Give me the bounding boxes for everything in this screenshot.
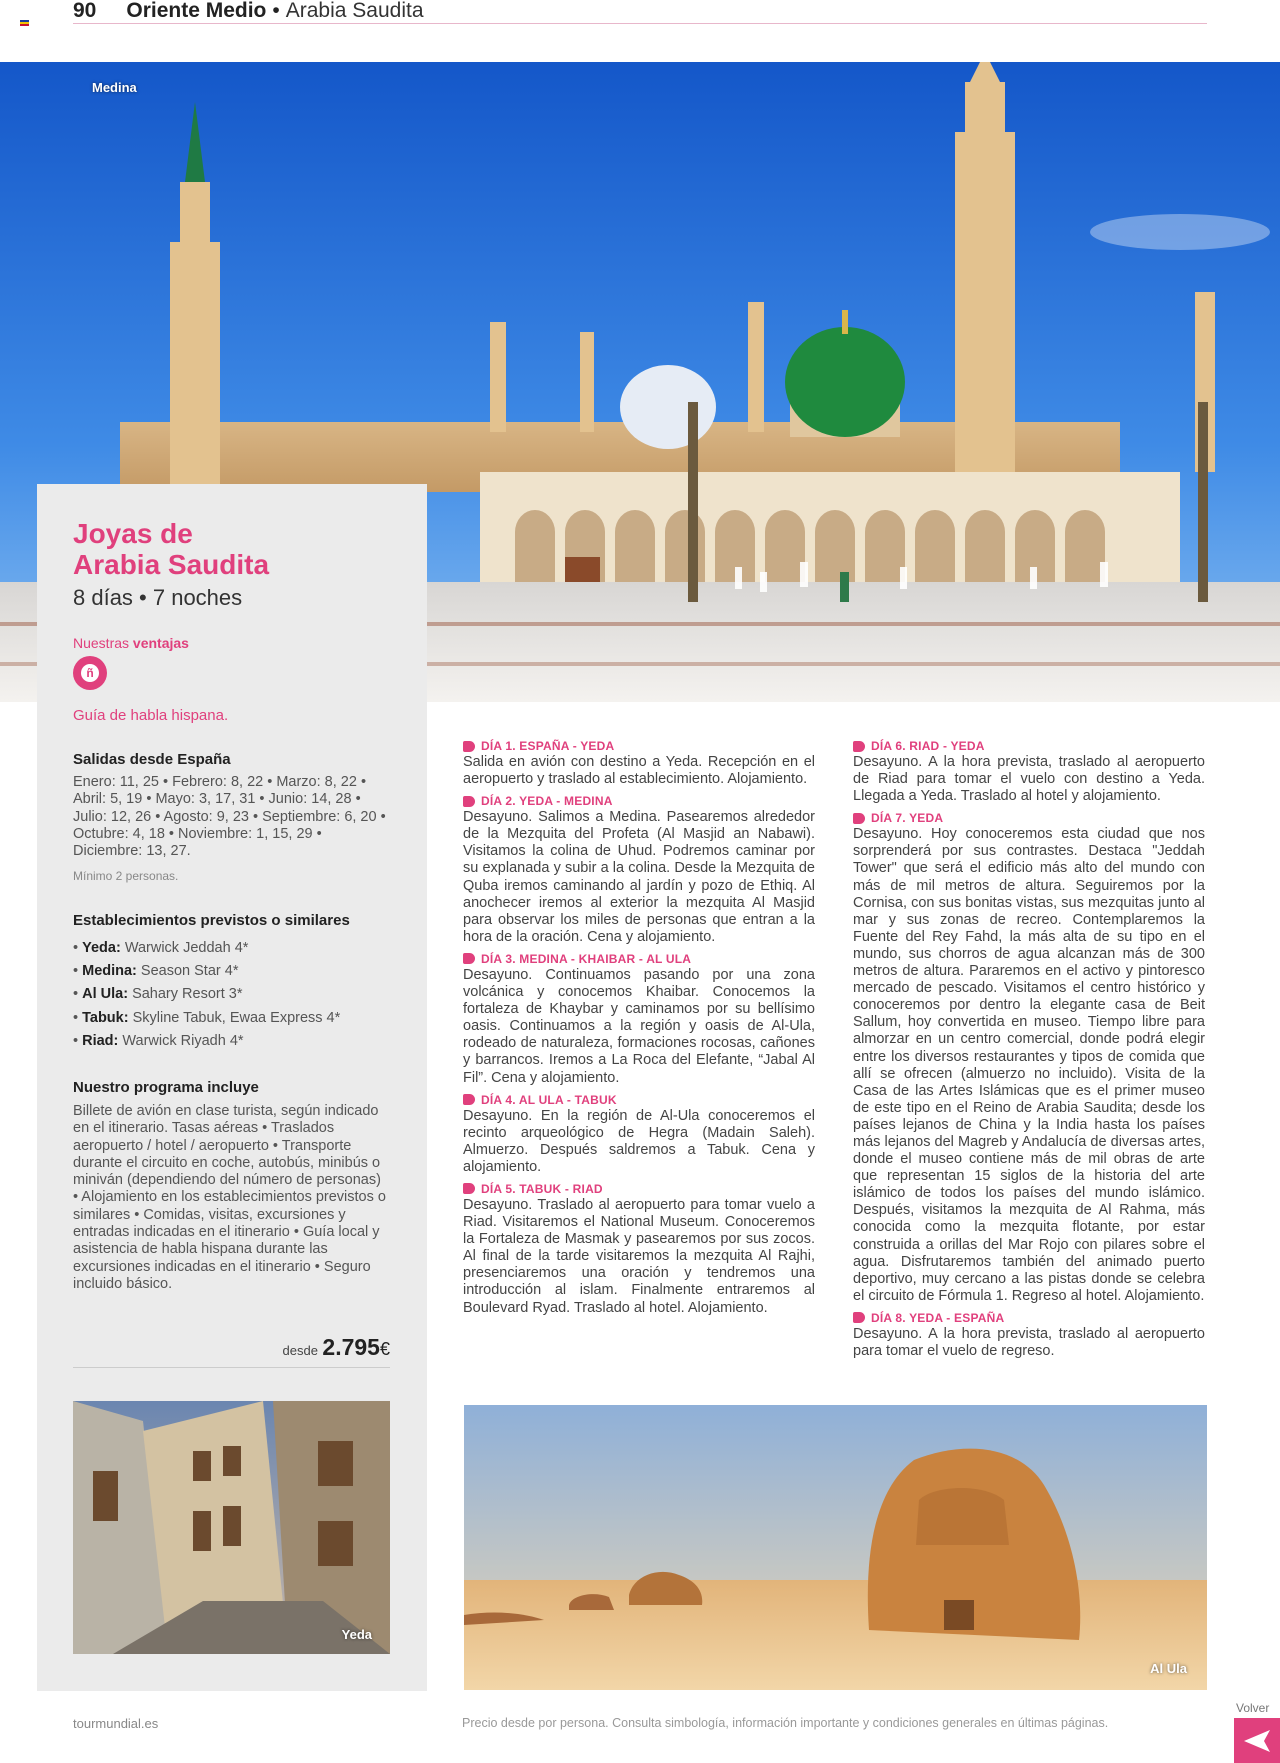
day-heading [463, 739, 815, 753]
itinerary-column-1 [463, 739, 815, 1323]
departures-note: Mínimo 2 personas. [73, 869, 179, 883]
departures-heading: Salidas desde España [73, 751, 231, 768]
itinerary-day [853, 739, 1205, 805]
footer-disclaimer: Precio desde por persona. Consulta simbología, información importante y condiciones generales en últimas páginas. [462, 1716, 1109, 1730]
day-marker-icon [463, 1094, 475, 1105]
hero-caption: Medina [92, 80, 137, 95]
photo-yeda [73, 1401, 390, 1654]
hotel-city: Riad: [82, 1032, 119, 1049]
list-item: • Al Ula: Sahary Resort 3* [73, 986, 243, 1003]
day-marker-icon [463, 1183, 475, 1194]
price-amount: 2.795 [322, 1334, 380, 1360]
day-text: Desayuno. A la hora prevista, traslado al aeropuerto de Riad para tomar el vuelo con destino a Yeda. Llegada a Yeda. Traslado al hotel y alojamiento. [853, 754, 1205, 805]
day-marker-icon [463, 953, 475, 964]
itinerary-day [463, 952, 815, 1087]
list-item: • Medina: Season Star 4* [73, 963, 239, 980]
region-title: Oriente Medio [126, 0, 267, 22]
day-title: DÍA 7. YEDA [871, 811, 944, 826]
day-heading [853, 739, 1205, 753]
hotel-city: Al Ula: [82, 986, 129, 1003]
trip-duration: 8 días • 7 noches [73, 585, 243, 610]
day-title: DÍA 1. ESPAÑA - YEDA [481, 739, 615, 753]
photo-al-ula [464, 1405, 1207, 1690]
advantages-label-bold: ventajas [132, 635, 189, 651]
day-marker-icon [853, 741, 865, 752]
hotel-name: Season Star 4* [140, 963, 239, 980]
page-number: 90 [73, 0, 97, 22]
list-item: • Tabuk: Skyline Tabuk, Ewaa Express 4* [73, 1009, 341, 1026]
includes-heading: Nuestro programa incluye [73, 1079, 259, 1096]
guide-text: Guía de habla hispana. [73, 707, 229, 724]
day-heading [853, 811, 1205, 825]
day-text: Salida en avión con destino a Yeda. Recepción en el aeropuerto y traslado al establecimiento. Alojamiento. [463, 754, 815, 788]
day-heading [463, 952, 815, 966]
hotel-city: Yeda: [82, 940, 121, 956]
trip-title-line2: Arabia Saudita [73, 549, 270, 580]
hotel-name: Warwick Jeddah 4* [124, 940, 249, 956]
itinerary-day [463, 1093, 815, 1176]
country-title: Arabia Saudita [285, 0, 424, 22]
day-marker-icon [853, 813, 865, 824]
day-marker-icon [463, 741, 475, 752]
departures-text: Enero: 11, 25 • Febrero: 8, 22 • Marzo: 8, 22 • Abril: 5, 19 • Mayo: 3, 17, 31 • Junio: 14, 28 • Julio: 12, 26 • Agosto: 9, 23 • Septiembre: 6, 20 • Octubre: 4, 18 • Noviembre: 1, 15, 29 • Diciembre: 13, 27. [73, 774, 386, 860]
day-text: Desayuno. Salimos a Medina. Pasearemos alrededor de la Mezquita del Profeta (Al Masjid an Nabawi). Visitamos la colina de Uhud. Podremos caminar por su explanada y subir a la colina. Desde la Mezquita de Quba iremos caminando al jardín y pozo de Ethiq. Al anochecer iremos al exterior la mezquita Al Masjid para observar los miles de personas que entran a la hora de la oración. Cena y alojamiento. [463, 809, 815, 945]
day-text: Desayuno. Hoy conoceremos esta ciudad que nos sorprenderá por sus contrastes. Destaca "Jeddah Tower" que será el edificio más alto del mundo con más de mil metros de altura. Seguiremos por la Cornisa, con sus bonitas vistas, sus mezquitas junto al mar y sus zonas de recreo. Contemplaremos la Fuente del Rey Fahd, la más alta de su tipo en el mundo, sus chorros de agua alcanzan más de 300 metros de altura. Pararemos en el activo y pintoresco mercado de pescado. Visitamos el centro histórico y conoceremos por dentro la elegante casa de Beit Sallum, hoy convertida en museo. Tiempo libre para almorzar en un centro comercial, donde podrá elegir entre los diversos restaurantes y tipos de comida que allí se ofrecen (almuerzo no incluido). Visita de la Casa de las Artes Islámicas que es el primer museo de este tipo en el Reino de Arabia Saudita; desde los países lejanos de China y la India hasta los países más lejanos del Magreb y Andalucía de diversas artes, donde el museo contiene más de mil obras de arte que representan 15 siglos de la historia del arte islámico de todos los países del mundo islámico. Después, visitamos la mezquita de Al Rahma, más conocida como la mezquita flotante, por estar construida a orillas del Mar Rojo con pilares sobre el agua. Disfrutaremos también del animado puerto deportivo, muy cercano a las pistas donde se celebra el circuito de Fórmula 1. Regreso al hotel. Alojamiento. [853, 826, 1205, 1304]
day-title: DÍA 8. YEDA - ESPAÑA [871, 1310, 1005, 1325]
day-heading [463, 794, 815, 808]
day-text: Desayuno. En la región de Al-Ula conoceremos el recinto arqueológico de Hegra (Madain Saleh). Almuerzo. Después saldremos a Tabuk. Cena y alojamiento. [463, 1107, 815, 1175]
advantages-label [73, 635, 189, 651]
itinerary-column-2 [853, 739, 1205, 1366]
yeda-caption: Yeda [341, 1627, 372, 1642]
itinerary-day [463, 794, 815, 946]
price-prefix: desde [282, 1343, 318, 1358]
back-button[interactable] [1234, 1718, 1280, 1763]
guide-icon-glyph: ñ [81, 664, 99, 682]
hotels-list [73, 937, 403, 1053]
day-text: Desayuno. A la hora prevista, traslado al aeropuerto para tomar el vuelo de regreso. [853, 1325, 1205, 1359]
day-title: DÍA 5. TABUK - RIAD [481, 1181, 603, 1196]
day-heading [853, 1311, 1205, 1325]
guide-icon [73, 656, 107, 690]
hotel-name: Sahary Resort 3* [132, 986, 243, 1003]
flag-icon [20, 20, 29, 27]
list-item: • Riad: Warwick Riyadh 4* [73, 1032, 244, 1049]
price-box [73, 1334, 390, 1368]
itinerary-day [463, 1182, 815, 1317]
hotel-name: Skyline Tabuk, Ewaa Express 4* [132, 1009, 341, 1026]
day-text: Desayuno. Traslado al aeropuerto para tomar vuelo a Riad. Visitaremos el National Museum. Conoceremos la Fortaleza de Masmak y pasearemos por sus zocos. Al final de la tarde visitaremos la mezquita Al Rajhi, presenciaremos una oración y tendremos una introducción al islam. Finalmente entraremos al Boulevard Ryad. Traslado al hotel. Alojamiento. [463, 1196, 815, 1316]
day-heading [463, 1093, 815, 1107]
day-heading [463, 1182, 815, 1196]
day-marker-icon [463, 796, 475, 807]
trip-title [73, 518, 269, 580]
hotel-name: Warwick Riyadh 4* [122, 1032, 244, 1049]
day-title: DÍA 2. YEDA - MEDINA [481, 794, 613, 809]
day-marker-icon [853, 1312, 865, 1323]
itinerary-day [463, 739, 815, 788]
page-header [73, 0, 1207, 24]
list-item: • Yeda: Warwick Jeddah 4* [73, 940, 249, 956]
back-label[interactable]: Volver [1236, 1701, 1270, 1715]
al-ula-caption: Al Ula [1150, 1661, 1187, 1676]
itinerary-day [853, 1311, 1205, 1360]
footer-site: tourmundial.es [73, 1716, 159, 1731]
day-title: DÍA 3. MEDINA - KHAIBAR - AL ULA [481, 951, 692, 966]
day-text: Desayuno. Continuamos pasando por una zona volcánica y conocemos Khaibar. Conocemos la fortaleza de Khaybar y caminamos por su bellísimo oasis. Continuamos a la región y oasis de Al-Ula, rodeado de naturaleza, formaciones rocosas, cañones y barrancos. Iremos a La Roca del Elefante, “Jabal Al Fil”. Cena y alojamiento. [463, 966, 815, 1086]
header-separator: • [272, 0, 280, 22]
hotel-city: Tabuk: [82, 1009, 129, 1026]
back-arrow-icon [1244, 1730, 1270, 1752]
trip-title-line1: Joyas de [73, 518, 193, 549]
advantages-label-prefix: Nuestras [73, 635, 130, 651]
day-title: DÍA 4. AL ULA - TABUK [481, 1092, 617, 1107]
day-title: DÍA 6. RIAD - YEDA [871, 739, 985, 753]
itinerary-day [853, 811, 1205, 1305]
includes-text: Billete de avión en clase turista, según indicado en el itinerario. Tasas aéreas • Traslados aeropuerto / hotel / aeropuerto • Transporte durante el circuito en coche, autobús, minibús o miniván (dependiendo del número de personas) • Alojamiento en los establecimientos previstos o similares • Comidas, visitas, excursiones y entradas indicadas en el itinerario • Guía local y asistencia de habla hispana durante las excursiones indicadas en el itinerario • Seguro incluido básico. [73, 1103, 386, 1292]
price-currency: € [379, 1339, 390, 1359]
hotel-city: Medina: [82, 963, 137, 980]
hotels-heading: Establecimientos previstos o similares [73, 912, 350, 929]
